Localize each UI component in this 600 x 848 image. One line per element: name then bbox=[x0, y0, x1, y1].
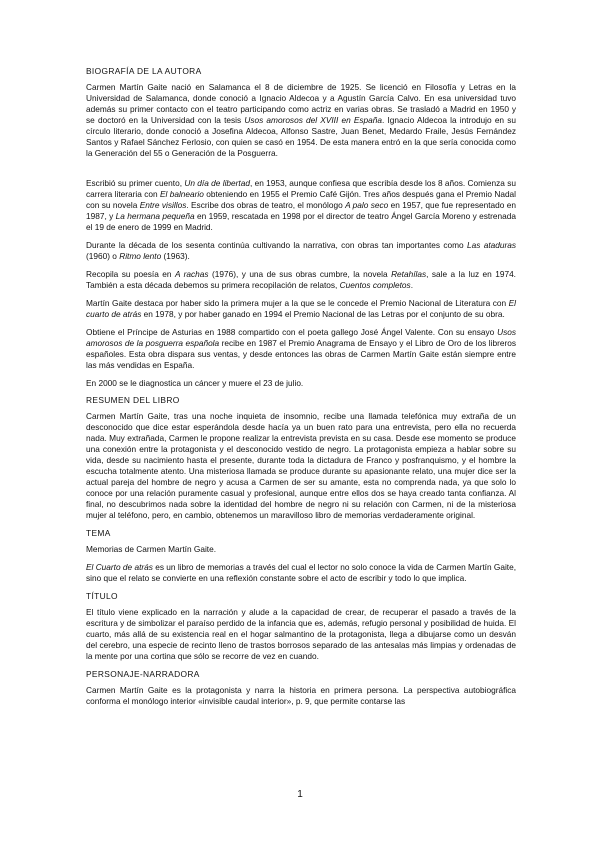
bio-paragraph-1: Carmen Martín Gaite nació en Salamanca el 8 de diciembre de 1925. Se licenció en Filosofía y Letras en la Universidad de Salamanca, donde conoció a Ignacio Aldecoa y a Agustín García Calvo. En esa universidad tuvo además su primer contacto con el teatro participando como actriz en varias obras. Se trasladó a Madrid en 1950 y se doctoró en la Universidad con la tesis Usos amorosos del XVIII en España. Ignacio Aldecoa la introdujo en su círculo literario, donde conoció a Josefina Aldecoa, Alfonso Sastre, Juan Benet, Medardo Fraile, Jesús Fernández Santos y Rafael Sánchez Ferlosio, con quien se casó en 1954. De esta manera entró en la que sería conocida como la Generación del 55 o Generación de la Posguerra. bbox=[86, 82, 516, 158]
section-heading-personaje: PERSONAJE-NARRADORA bbox=[86, 669, 200, 679]
section-heading-tema: TEMA bbox=[86, 528, 111, 538]
resumen-paragraph: Carmen Martín Gaite, tras una noche inquieta de insomnio, recibe una llamada telefónica muy extraña de un desconocido que dice estar esperándola desde hacía ya un buen rato para una entrevista, pero ella no recuerda nada. Muy extrañada, Carmen le propone realizar la entrevista prevista en su casa. Desde ese momento se produce una conexión entre la protagonista y el desconocido vestido de negro. La protagonista empieza a hablar sobre su vida, desde su nacimiento hasta el presente, durante toda la dictadura de Franco y posfranquismo, y el hombre la escucha totalmente atento. Una misteriosa llamada se produce durante su apasionante relato, una mujer dice ser la actual pareja del hombre de negro y acusa a Carmen de ser su amante, esta no comprenda nada, ya que solo lo conoce por una relación puramente casual y profesional, aunque entre ellos dos se haya creado tanta confianza. Al final, no descubrimos nada sobre la identidad del hombre de negro ni su relación con Carmen, ni de la misteriosa mujer al teléfono, pero, en cambio, obtenemos un maravilloso libro de memorias verdaderamente original. bbox=[86, 411, 516, 520]
bio-paragraph-3: Durante la década de los sesenta continúa cultivando la narrativa, con obras tan importantes como Las ataduras (1960) o Ritmo lento (1963). bbox=[86, 240, 516, 261]
personaje-paragraph: Carmen Martín Gaite es la protagonista y narra la historia en primera persona. La perspectiva autobiográfica conforma el monólogo interior «invisible caudal interior», p. 9, que permite contarse las bbox=[86, 685, 516, 706]
section-heading-resumen: RESUMEN DEL LIBRO bbox=[86, 395, 180, 405]
document-page bbox=[86, 66, 516, 714]
tema-paragraph-2: El Cuarto de atrás es un libro de memorias a través del cual el lector no solo conoce la vida de Carmen Martín Gaite, sino que el relato se convierte en una reflexión constante sobre el acto de escribir y todo lo que implica. bbox=[86, 562, 517, 583]
bio-paragraph-4: Recopila su poesía en A rachas (1976), y una de sus obras cumbre, la novela Retahílas, sale a la luz en 1974. También a esta década debemos su primera recopilación de relatos, Cuentos completos. bbox=[86, 269, 516, 290]
page-number: 1 bbox=[297, 789, 303, 800]
bio-paragraph-2: Escribió su primer cuento, Un día de libertad, en 1953, aunque confiesa que escribía desde los 8 años. Comienza su carrera literaria con El balneario obteniendo en 1955 el Premio Café Gijón. Tres años después gana el Premio Nadal con su novela Entre visillos. Escribe dos obras de teatro, el monólogo A palo seco en 1957, que fue representado en 1987, y La hermana pequeña en 1959, rescatada en 1998 por el director de teatro Ángel García Moreno y estrenada el 19 de enero de 1999 en Madrid. bbox=[86, 178, 517, 232]
bio-paragraph-5: Martín Gaite destaca por haber sido la primera mujer a la que se le concede el Premio Nacional de Literatura con El cuarto de atrás en 1978, y por haber ganado en 1994 el Premio Nacional de las Letras por el conjunto de su obra. bbox=[86, 298, 516, 319]
tema-paragraph-1: Memorias de Carmen Martín Gaite. bbox=[86, 544, 217, 554]
section-heading-biografia: BIOGRAFÍA DE LA AUTORA bbox=[86, 66, 202, 76]
section-heading-titulo: TÍTULO bbox=[86, 591, 118, 601]
bio-paragraph-6: Obtiene el Príncipe de Asturias en 1988 compartido con el poeta gallego José Ángel Valente. Con su ensayo Usos amorosos de la posguerra española recibe en 1987 el Premio Anagrama de Ensayo y el Libro de Oro de los libreros españoles. Esta obra dispara sus ventas, y desde entonces las obras de Carmen Martín Gaite están siempre entre las más vendidas en España. bbox=[86, 327, 516, 370]
titulo-paragraph: El título viene explicado en la narración y alude a la capacidad de crear, de recuperar el pasado a través de la escritura y de simbolizar el paraíso perdido de la infancia que es, además, refugio personal y posibilidad de huida. El cuarto, más allá de su existencia real en el hogar salmantino de la protagonista, llega a dibujarse como un desván del cerebro, una especie de recinto lleno de trastos borrosos separado de las antesalas más limpias y ordenadas de la mente por una cortina que sólo se recorre de vez en cuando. bbox=[86, 607, 516, 661]
bio-paragraph-7: En 2000 se le diagnostica un cáncer y muere el 23 de julio. bbox=[86, 378, 304, 388]
